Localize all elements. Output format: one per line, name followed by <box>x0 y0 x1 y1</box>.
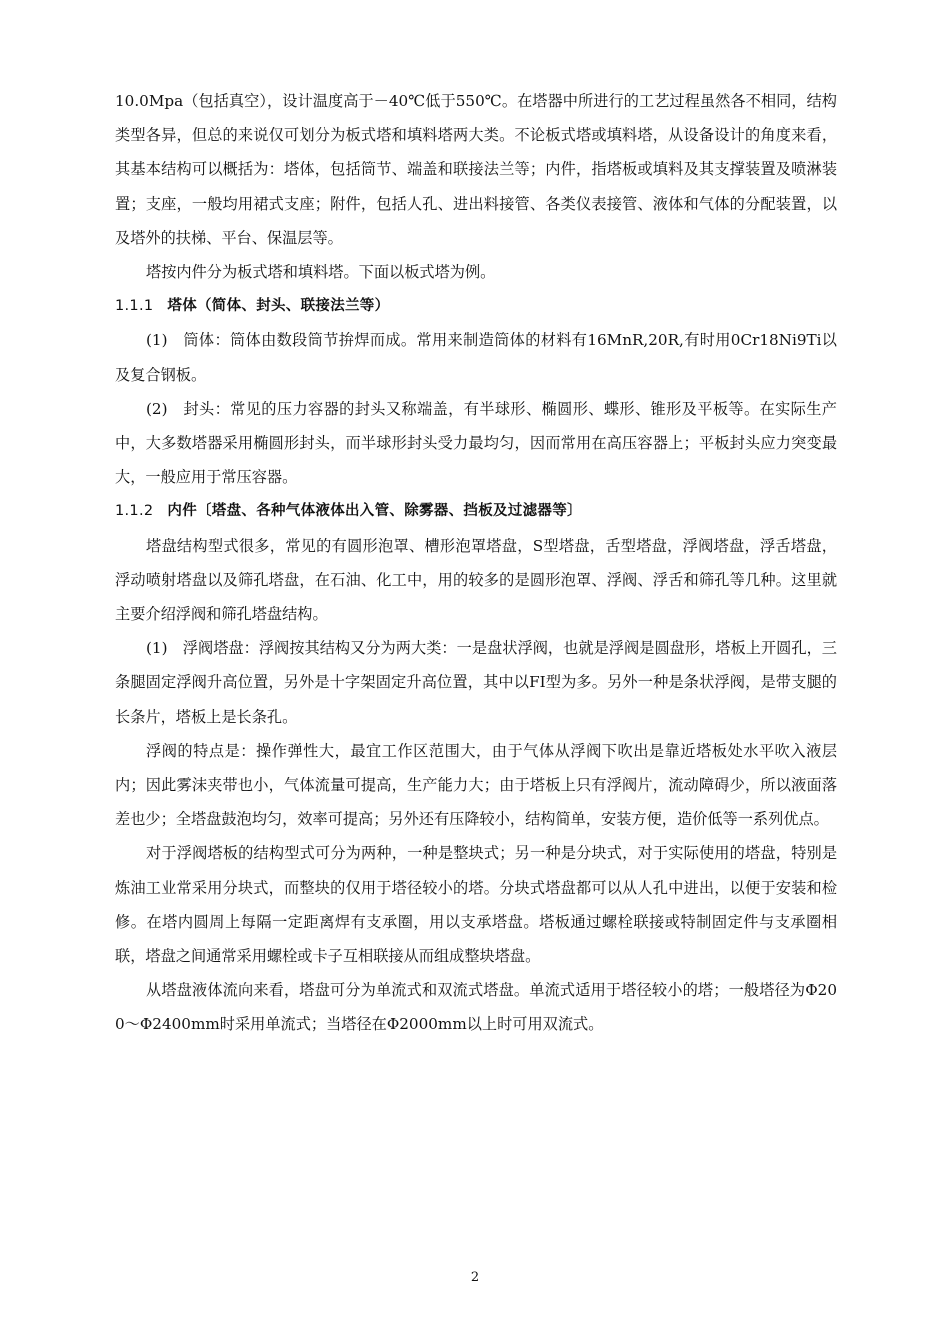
paragraph-flow-type: 从塔盘液体流向来看，塔盘可分为单流式和双流式塔盘。单流式适用于塔径较小的塔；一般塔径为Φ200～Φ2400mm时采用单流式；当塔径在Φ2000mm以上时可用双流式。 <box>115 981 837 1034</box>
section-number: 1.1.1 <box>115 298 154 315</box>
paragraph-head: (2) 封头：常见的压力容器的封头又称端盖，有半球形、椭圆形、蝶形、锥形及平板等。在实际生产中，大多数塔器采用椭圆形封头，而半球形封头受力最均匀，因而常用在高压容器上；平板封头应力突变最大，一般应用于常压容器。 <box>115 399 837 487</box>
paragraph-intro: 10.0Mpa（包括真空），设计温度高于－40℃低于550℃。在塔器中所进行的工艺过程虽然各不相同，结构类型各异，但总的来说仅可划分为板式塔和填料塔两大类。不论板式塔或填料塔，从设备设计的角度来看，其基本结构可以概括为：塔体，包括筒节、端盖和联接法兰等；内件，指塔板或填料及其支撑装置及喷淋装置；支座，一般均用裙式支座；附件，包括人孔、进出料接管、各类仪表接管、液体和气体的分配装置，以及塔外的扶梯、平台、保温层等。 <box>115 92 837 247</box>
section-title: 内件〔塔盘、各种气体液体出入管、除雾器、挡板及过滤器等〕 <box>167 503 582 520</box>
section-heading-1-1-1 <box>115 289 837 323</box>
paragraph-shell: (1) 筒体：筒体由数段筒节拚焊而成。常用来制造筒体的材料有16MnR,20R,有时用0Cr18Ni9Ti以及复合钢板。 <box>115 331 837 384</box>
paragraph-trays: 塔盘结构型式很多，常见的有圆形泡罩、槽形泡罩塔盘，S型塔盘，舌型塔盘，浮阀塔盘，浮舌塔盘，浮动喷射塔盘以及筛孔塔盘，在石油、化工中，用的较多的是圆形泡罩、浮阀、浮舌和筛孔等几种。这里就主要介绍浮阀和筛孔塔盘结构。 <box>115 536 837 624</box>
paragraph-valve-tray: (1) 浮阀塔盘：浮阀按其结构又分为两大类：一是盘状浮阀，也就是浮阀是圆盘形，塔板上开圆孔，三条腿固定浮阀升高位置，另外是十字架固定升高位置，其中以FI型为多。另外一种是条状浮阀，是带支腿的长条片，塔板上是长条孔。 <box>115 639 837 726</box>
section-heading-1-1-2 <box>115 494 837 528</box>
paragraph-classification: 塔按内件分为板式塔和填料塔。下面以板式塔为例。 <box>146 263 496 282</box>
page-number: 2 <box>470 1270 480 1285</box>
paragraph-tray-structure: 对于浮阀塔板的结构型式可分为两种，一种是整块式；另一种是分块式，对于实际使用的塔盘，特别是炼油工业常采用分块式，而整块的仅用于塔径较小的塔。分块式塔盘都可以从人孔中进出，以便于安装和检修。在塔内圆周上每隔一定距离焊有支承圈，用以支承塔盘。塔板通过螺栓联接或特制固定件与支承圈相联，塔盘之间通常采用螺栓或卡子互相联接从而组成整块塔盘。 <box>115 844 837 966</box>
section-number: 1.1.2 <box>115 503 154 520</box>
paragraph-valve-features: 浮阀的特点是：操作弹性大，最宜工作区范围大，由于气体从浮阀下吹出是靠近塔板处水平吹入液层内；因此雾沫夹带也小，气体流量可提高，生产能力大；由于塔板上只有浮阀片，流动障碍少，所以液面落差也少；全塔盘鼓泡均匀，效率可提高；另外还有压降较小，结构简单，安装方便，造价低等一系列优点。 <box>115 741 837 829</box>
section-title: 塔体（简体、封头、联接法兰等） <box>167 298 390 315</box>
document-body <box>115 84 837 1042</box>
